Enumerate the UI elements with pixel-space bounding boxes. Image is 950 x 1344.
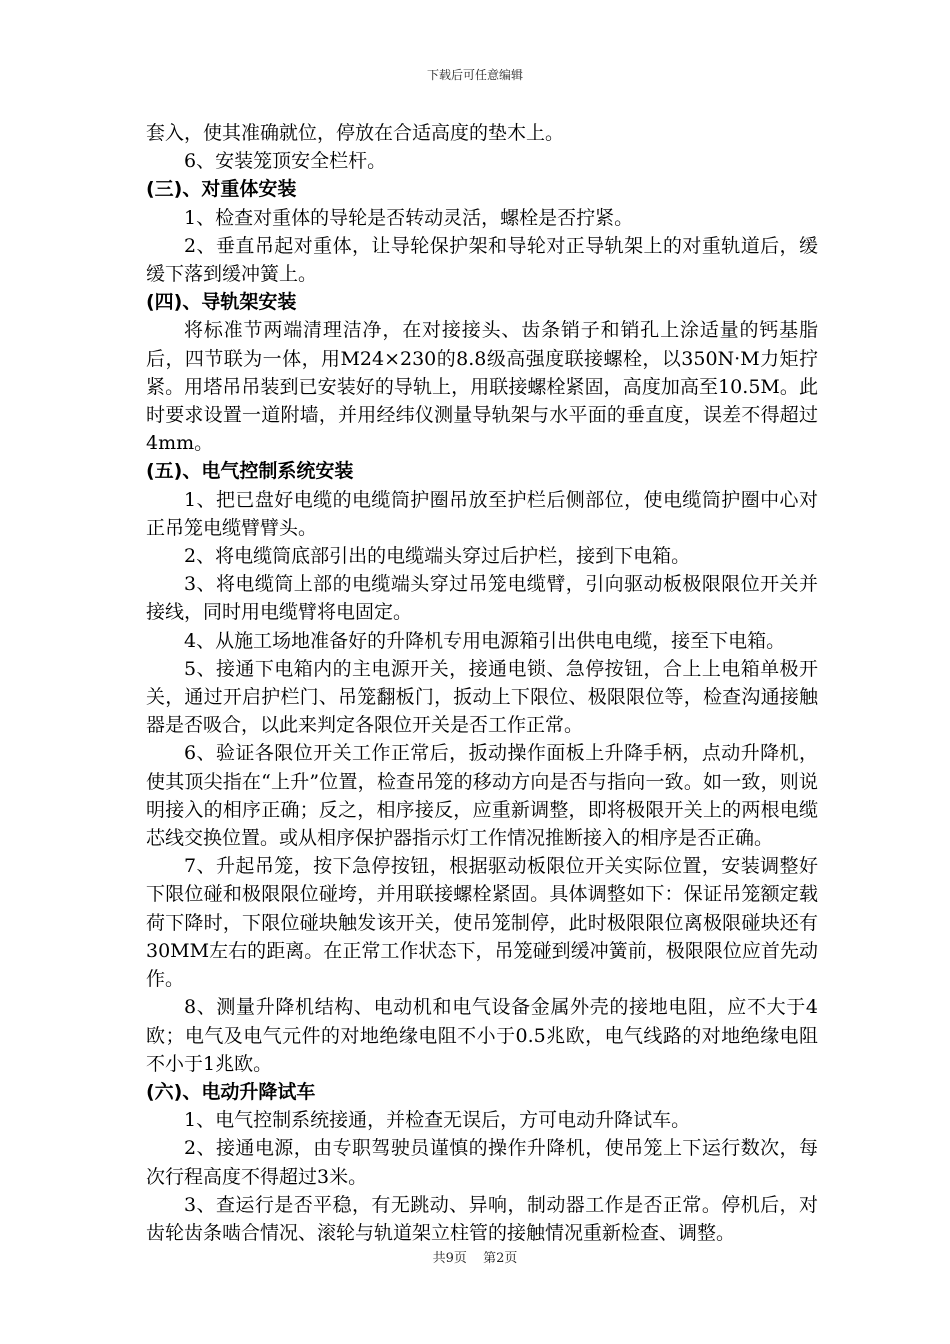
paragraph: 2、将电缆筒底部引出的电缆端头穿过后护栏，接到下电箱。 bbox=[184, 545, 691, 568]
paragraph: 将标准节两端清理洁净，在对接接头、齿条销子和销孔上涂适量的钙基脂后，四节联为一体，用M24×230的8.8级高强度联接螺栓，以350N·M力矩拧紧。用塔吊吊装到已安装好的导轨上，用联接螺栓紧固，高度加高至10.5M。此时要求设置一道附墙，并用经纬仪测量导轨架与水平面的垂直度，误差不得超过4mm。 bbox=[146, 319, 818, 455]
section-heading: (五)、电气控制系统安装 bbox=[146, 460, 354, 483]
paragraph: 1、检查对重体的导轮是否转动灵活，螺栓是否拧紧。 bbox=[184, 206, 634, 229]
paragraph: 1、电气控制系统接通，并检查无误后，方可电动升降试车。 bbox=[184, 1109, 691, 1132]
paragraph: 3、查运行是否平稳，有无跳动、异响，制动器工作是否正常。停机后，对齿轮齿条啮合情况、滚轮与轨道架立柱管的接触情况重新检查、调整。 bbox=[146, 1193, 818, 1244]
page-header: 下载后可任意编辑 bbox=[426, 68, 523, 82]
paragraph: 5、接通下电箱内的主电源开关，接通电锁、急停按钮，合上上电箱单极开关，通过开启护栏门、吊笼翻板门，扳动上下限位、极限限位等，检查沟通接触器是否吸合，以此来判定各限位开关是否工作正常。 bbox=[146, 657, 818, 737]
paragraph: 6、安装笼顶安全栏杆。 bbox=[184, 150, 387, 173]
page-current: 第2页 bbox=[483, 1251, 518, 1266]
paragraph: 2、垂直吊起对重体，让导轮保护架和导轮对正导轨架上的对重轨道后，缓缓下落到缓冲簧上。 bbox=[146, 234, 818, 286]
section-heading: (三)、对重体安装 bbox=[146, 178, 297, 201]
paragraph: 2、接通电源，由专职驾驶员谨慎的操作升降机，使吊笼上下运行数次，每次行程高度不得超过3米。 bbox=[146, 1137, 818, 1188]
paragraph: 3、将电缆筒上部的电缆端头穿过吊笼电缆臂，引向驱动板极限限位开关并接线，同时用电缆臂将电固定。 bbox=[146, 573, 818, 624]
section-heading: (四)、导轨架安装 bbox=[146, 291, 297, 314]
paragraph: 8、测量升降机结构、电动机和电气设备金属外壳的接地电阻，应不大于4欧；电气及电气元件的对地绝缘电阻不小于0.5兆欧，电气线路的对地绝缘电阻不小于1兆欧。 bbox=[146, 996, 818, 1075]
paragraph: 6、验证各限位开关工作正常后，扳动操作面板上升降手柄，点动升降机，使其顶尖指在“上升”位置，检查吊笼的移动方向是否与指向一致。如一致，则说明接入的相序正确；反之，相序接反，应重新调整，即将极限开关上的两根电缆芯线交换位置。或从相序保护器指示灯工作情况推断接入的相序是否正确。 bbox=[146, 742, 818, 850]
paragraph: 1、把已盘好电缆的电缆筒护圈吊放至护栏后侧部位，使电缆筒护圈中心对正吊笼电缆臂臂头。 bbox=[146, 488, 818, 539]
paragraph: 套入，使其准确就位，停放在合适高度的垫木上。 bbox=[146, 122, 565, 144]
page-total: 共9页 bbox=[432, 1251, 467, 1266]
section-heading: (六)、电动升降试车 bbox=[146, 1080, 316, 1103]
page-footer bbox=[0, 1247, 950, 1266]
document-body bbox=[146, 119, 818, 1247]
paragraph: 7、升起吊笼，按下急停按钮，根据驱动板限位开关实际位置，安装调整好下限位碰和极限限位碰垮，并用联接螺栓紧固。具体调整如下：保证吊笼额定载荷下降时，下限位碰块触发该开关，使吊笼制停，此时极限限位离极限碰块还有30MM左右的距离。在正常工作状态下，吊笼碰到缓冲簧前，极限限位应首先动作。 bbox=[146, 855, 818, 991]
paragraph: 4、从施工场地准备好的升降机专用电源箱引出供电电缆，接至下电箱。 bbox=[184, 629, 786, 652]
